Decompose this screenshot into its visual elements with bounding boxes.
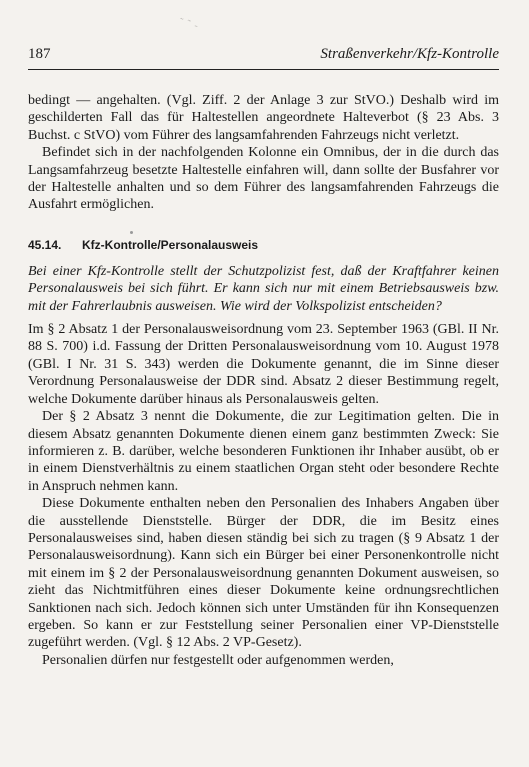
page-body xyxy=(28,92,499,669)
header-rule xyxy=(28,69,499,70)
question-text: Bei einer Kfz-Kontrolle stellt der Schutzpolizist fest, daß der Kraftfahrer keinen Personalausweis bei sich führt. Er kann sich nur mit einem Betriebsausweis bzw. mit der Fahrerlaubnis ausweisen. Wie wird der Volkspolizist entscheiden? xyxy=(28,263,499,314)
paragraph: Befindet sich in der nachfolgenden Kolonne ein Omnibus, der in die durch das Langsamfahrzeug besetzte Haltestelle einfahren will, dann sollte der Busfahrer vor der Haltestelle anhalten und so dem Führer des langsamfahrenden Fahrzeugs die Ausfahrt ermöglichen. xyxy=(28,145,499,213)
answer-paragraph: Diese Dokumente enthalten neben den Personalien des Inhabers Angaben über die ausstellende Dienststelle. Bürger der DDR, die im Besitz eines Personalausweises sind, haben diesen ständig bei sich zu tragen (§ 9 Absatz 1 der Personalausweisordnung). Kann sich ein Bürger bei einer Personenkontrolle nicht mit einem im § 2 der Personalausweisordnung genannten Dokument ausweisen, so zieht das Nichtmitführen eines dieser Dokumente keine ordnungsrechtlichen Sanktionen nach sich. Jedoch können sich unter Umständen für ihn Konsequenzen ergeben. So kann er zur Feststellung seiner Personalien einer VP-Dienststelle zugeführt werden. (Vgl. § 12 Abs. 2 VP-Gesetz). xyxy=(28,496,499,651)
answer-paragraph: Personalien dürfen nur festgestellt oder aufgenommen werden, xyxy=(42,652,394,668)
section-number: 45.14. xyxy=(28,237,62,252)
answer-paragraph: Im § 2 Absatz 1 der Personalausweisordnung vom 23. September 1963 (GBl. II Nr. 88 S. 700) i.d. Fassung der Dritten Personalausweisordnung vom 10. August 1978 (GBl. I Nr. 31 S. 343) werden die Dokumente genannt, die im Sinne dieser Verordnung Personalausweise der DDR sind. Absatz 2 dieser Bestimmung regelt, welche Dokumente darüber hinaus als Personalausweis gelten. xyxy=(28,322,499,407)
section-heading xyxy=(28,238,499,252)
section-title: Kfz-Kontrolle/Personalausweis xyxy=(82,237,259,252)
running-head: Straßenverkehr/Kfz-Kontrolle xyxy=(320,46,499,62)
print-smudge: ˜ ˜ ‑ xyxy=(177,16,201,32)
page-number: 187 xyxy=(28,46,51,62)
answer-paragraph: Der § 2 Absatz 3 nennt die Dokumente, die zur Legitimation gelten. Die in diesem Absatz genannten Dokumente dienen einem ganz bestimmten Zweck: Sie informieren z. B. darüber, welche besonderen Funktionen ihr Inhaber ausübt, ob er in einem Dienstverhältnis zu einem staatlichen Organ steht oder besondere Rechte in Anspruch nehmen kann. xyxy=(28,409,499,494)
paragraph: bedingt — angehalten. (Vgl. Ziff. 2 der Anlage 3 zur StVO.) Deshalb wird im geschilderten Fall das für Haltestellen angeordnete Halteverbot (§ 23 Abs. 3 Buchst. c StVO) vom Führer des langsamfahrenden Fahrzeugs nicht verletzt. xyxy=(28,93,499,143)
page-header xyxy=(28,46,499,68)
